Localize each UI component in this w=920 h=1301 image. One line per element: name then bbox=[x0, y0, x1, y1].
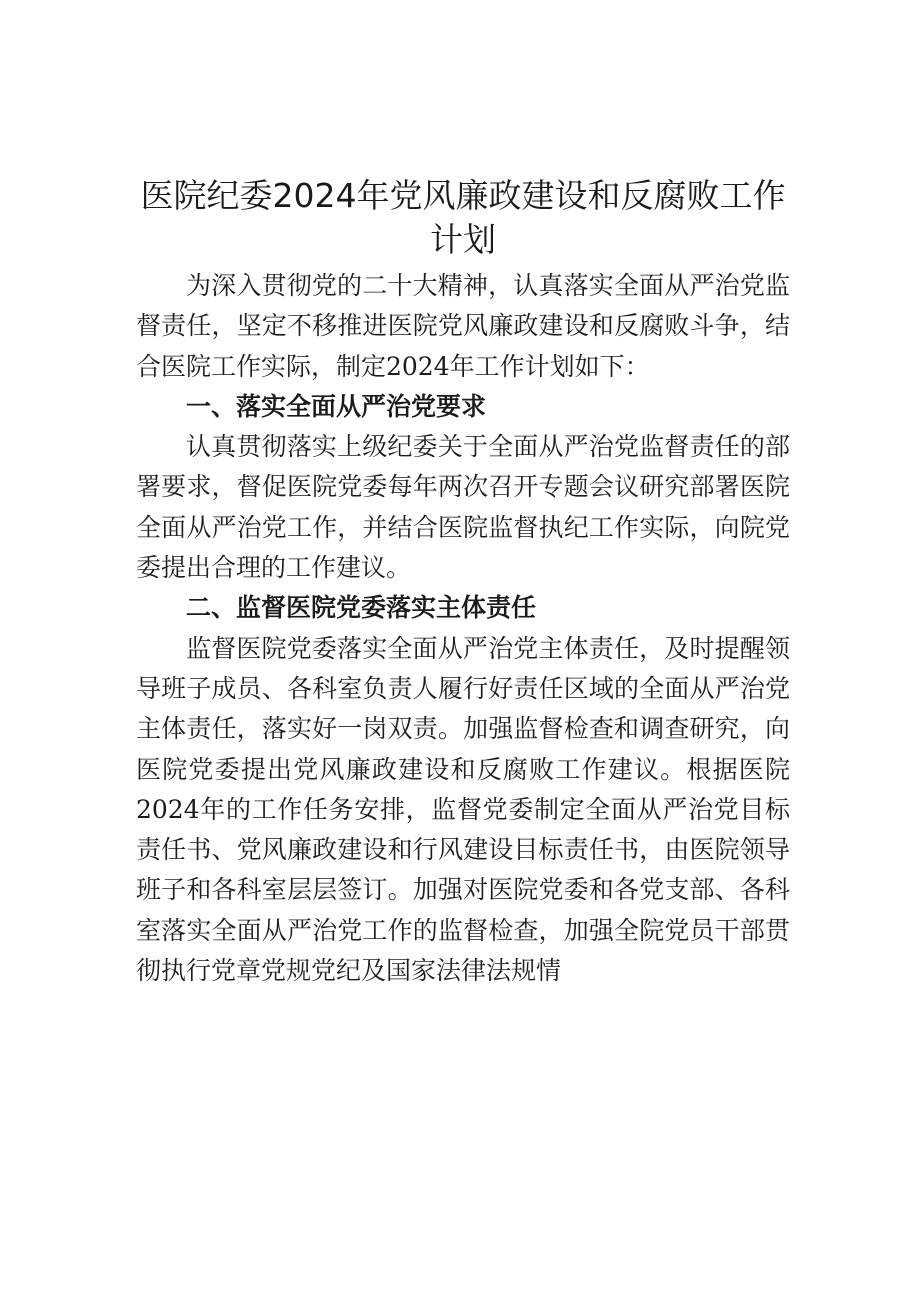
section-2-heading: 二、监督医院党委落实主体责任 bbox=[186, 593, 537, 623]
section-2-body: 监督医院党委落实全面从严治党主体责任，及时提醒领导班子成员、各科室负责人履行好责任区域的全面从严治党主体责任，落实好一岗双责。加强监督检查和调查研究，向医院党委提出党风廉政建设和反腐败工作建议。根据医院2024年的工作任务安排，监督党委制定全面从严治党目标责任书、党风廉政建设和行风建设目标责任书，由医院领导班子和各科室层层签订。加强对医院党委和各党支部、各科室落实全面从严治党工作的监督检查，加强全院党员干部贯彻执行党章党规党纪及国家法律法规情 bbox=[136, 633, 790, 986]
document-title: 医院纪委2024年党风廉政建设和反腐败工作计划 bbox=[140, 176, 786, 259]
intro-paragraph: 为深入贯彻党的二十大精神，认真落实全面从严治党监督责任，坚定不移推进医院党风廉政建设和反腐败斗争，结合医院工作实际，制定2024年工作计划如下： bbox=[136, 271, 790, 381]
section-1-heading: 一、落实全面从严治党要求 bbox=[186, 391, 487, 421]
section-1-body: 认真贯彻落实上级纪委关于全面从严治党监督责任的部署要求，督促医院党委每年两次召开专题会议研究部署医院全面从严治党工作，并结合医院监督执纪工作实际，向院党委提出合理的工作建议。 bbox=[136, 432, 790, 583]
document-page bbox=[136, 174, 790, 991]
